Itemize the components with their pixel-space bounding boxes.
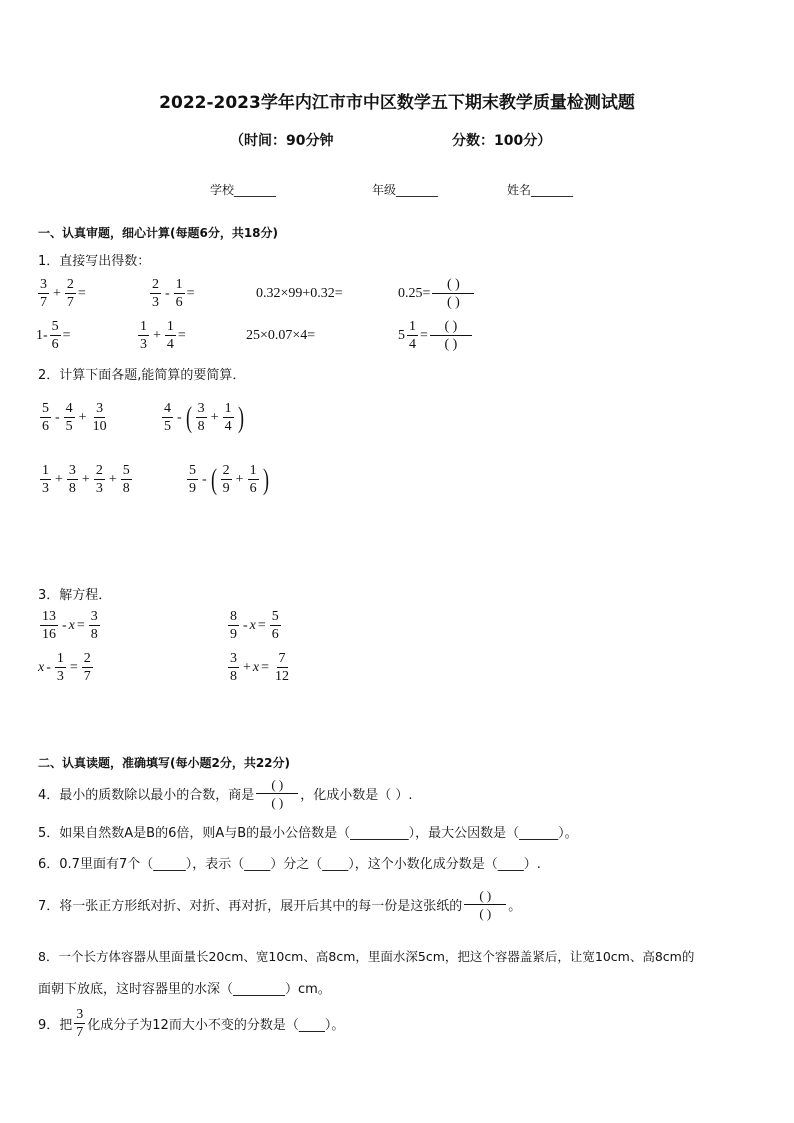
- question-5: 5．如果自然数A是B的6倍，则A与B的最小公倍数是（_________），最大公因数是（______）。: [38, 826, 578, 841]
- section-2-heading: 二、认真读题，准确填写(每小题2分，共22分): [38, 756, 291, 770]
- question-4: 4．最小的质数除以最小的合数，商是 ( ) ( ) ，化成小数是（ ）.: [38, 777, 413, 810]
- calc-1a: 3 7 + $\frac{2}{7}$ =: [40, 277, 86, 310]
- question-7: 7．将一张正方形纸对折、对折、再对折，展开后其中的每一份是这张纸的 ( ) ( ) 。: [38, 888, 522, 921]
- question-9: 9．把 3 7 化成分子为12而大小不变的分数是（____）。: [38, 1007, 345, 1040]
- calc-1g: 25×0.07×4=: [246, 328, 316, 343]
- calc-1c: 0.32×99+0.32=: [256, 286, 343, 301]
- calc-2b: 4 5 - ( 3 8 + $\frac{1}{4}$ ): [164, 400, 244, 434]
- page-title: 2022-2023学年内江市市中区数学五下期末教学质量检测试题: [159, 93, 635, 113]
- equation-b: 8 9 - x = $\frac{5}{6}$: [230, 609, 279, 642]
- question-1: 1．直接写出得数：: [38, 254, 151, 269]
- calc-2d: 5 9 - ( 2 9 + $\frac{1}{6}$ ): [189, 462, 269, 496]
- question-8-line-1: 8．一个长方体容器从里面量长20cm、宽10cm、高8cm，里面水深5cm，把这个容器盖紧后，让宽10cm、高8cm的: [38, 949, 695, 964]
- school-field: 学校_______: [210, 183, 277, 197]
- equation-a: 13 16 - x = $\frac{3}{8}$: [42, 609, 98, 642]
- calc-1b: 2 3 - $\frac{1}{6}$ =: [152, 277, 195, 310]
- question-6: 6．0.7里面有7个（_____），表示（____）分之（____），这个小数化成分数是（____）.: [38, 857, 541, 872]
- score-label: 分数：100分）: [452, 133, 552, 149]
- equation-d: 3 8 + x = $\frac{7}{12}$: [230, 651, 290, 684]
- calc-2a: 5 6 - 4 5 + $\frac{3}{10}$: [42, 401, 107, 434]
- section-1-heading: 一、认真审题，细心计算(每题6分，共18分): [38, 226, 279, 240]
- calc-1h: 5 $\frac{1}{4}$ = ( ) ( ): [398, 318, 474, 353]
- name-field: 姓名_______: [507, 183, 574, 197]
- calc-1e: 1- $\frac{5}{6}$ =: [36, 319, 71, 352]
- grade-field: 年级_______: [372, 183, 439, 197]
- equation-c: x - $\frac{1}{3}$ = $\frac{2}{7}$: [38, 651, 91, 684]
- question-3: 3．解方程．: [38, 588, 112, 603]
- calc-1d: 0.25= ( ) ( ): [398, 276, 476, 311]
- question-2: 2．计算下面各题,能简算的要简算．: [38, 368, 246, 383]
- time-label: （时间：90分钟: [230, 133, 334, 149]
- calc-1f: 1 3 + $\frac{1}{4}$ =: [140, 319, 186, 352]
- question-8-line-2: 面朝下放底，这时容器里的水深（________）cm。: [38, 982, 331, 997]
- calc-2c: 1 3 + $\frac{3}{8}$ + $\frac{2}{3}$ + $\frac{5}{8}$: [42, 463, 130, 496]
